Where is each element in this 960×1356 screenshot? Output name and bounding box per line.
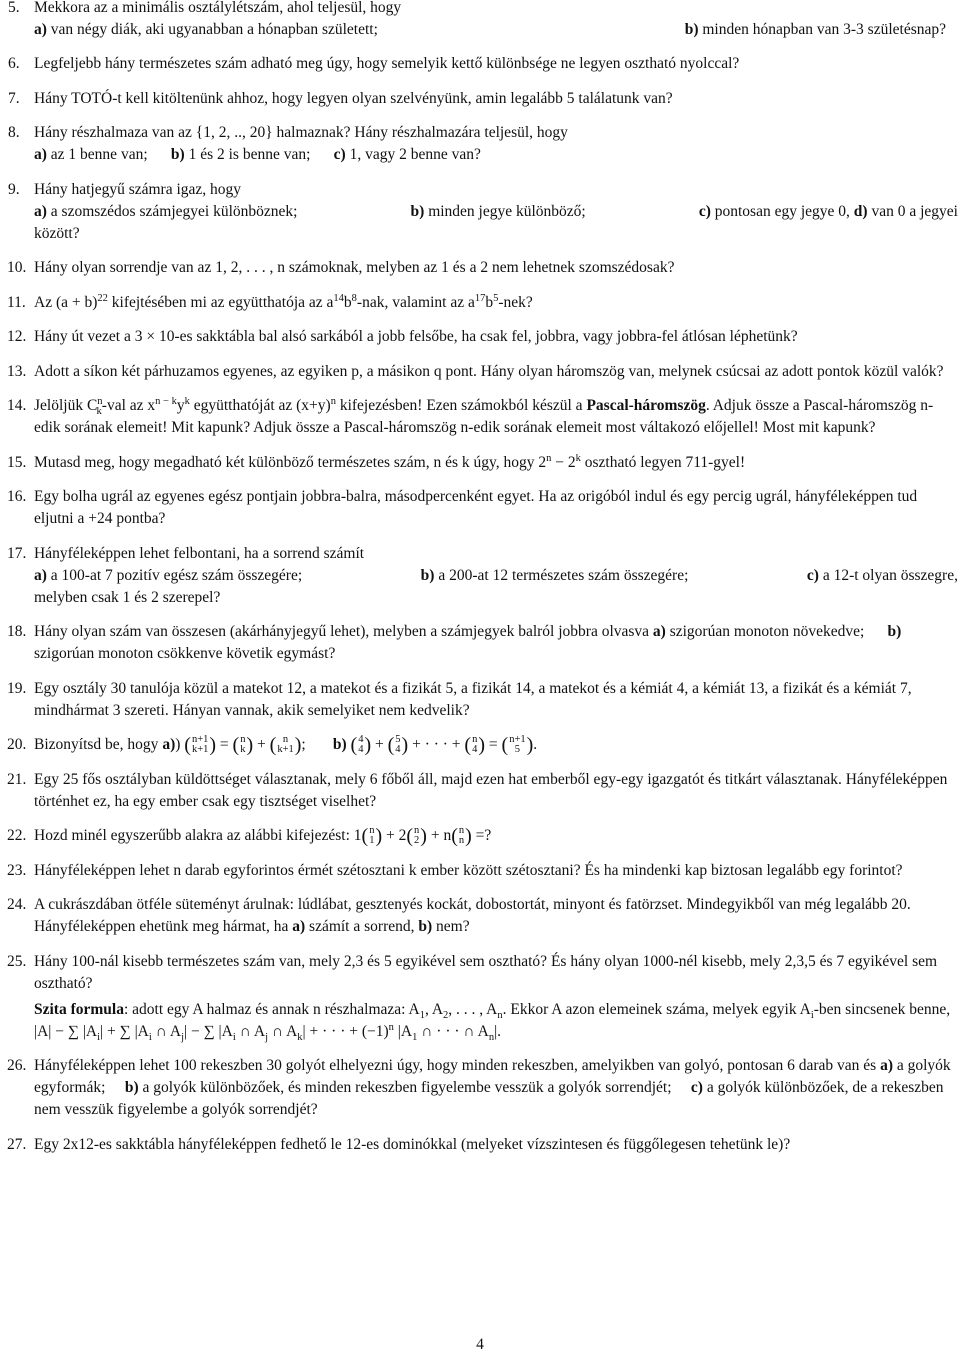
problem-16 bbox=[8, 486, 958, 530]
problem-text: Egy 2x12-es sakktábla hányféleképpen fedhető le 12-es dominókkal (melyeket vízszintesen és függőlegesen tehetünk le)? bbox=[34, 1135, 791, 1153]
problem-text: Hány út vezet a 3 × 10-es sakktábla bal alsó sarkából a jobb felsőbe, ha csak fel, jobbra, vagy jobbra-fel átlósan léphetünk? bbox=[34, 328, 798, 345]
problem-text: Hány TOTÓ-t kell kitöltenünk ahhoz, hogy legyen olyan szelvényünk, amin legalább 5 találatunk van? bbox=[34, 89, 673, 107]
problem-text: Hány részhalmaza van az {1, 2, .., 20} halmaznak? Hány részhalmazára teljesül, hogy bbox=[34, 124, 568, 141]
problem-25 bbox=[8, 951, 958, 1043]
problem-options: a) a 100-at 7 pozitív egész szám összegére; b) a 200-at 12 természetes szám összegére; c) a 12-t olyan összegre, bbox=[34, 566, 958, 584]
problem-number: 8. bbox=[8, 124, 20, 141]
problem-text: Egy bolha ugrál az egyenes egész pontjain jobbra-balra, másodpercenként egyet. Ha az origóból indul és egy percig ugrál, hányféleképpen tud eljutni a +24 pontba? bbox=[34, 488, 918, 527]
problem-text: Jelöljük $C^n_k$-val az $x^{n - k}y^k$ együtthatóját az $(x+y)^n$ kifejezésben! Ezen számokból készül a Pascal-háromszög. Adjuk össze a Pascal-háromszög n-edik sorának elemeit! Mit kapunk? Adjuk össze a Pascal-háromszög n-edik sorának elemeit most váltakozó előjellel! Most mit kapunk? bbox=[34, 395, 934, 436]
page-content bbox=[8, 0, 958, 1168]
problem-text: Bizonyítsd be, hogy a)) ( n+1 k+1 ) = ( n k ) + ( n k+1 ) ; b) ( 4 4 ) + ( 5 4 ) + · · · + ( n 4 ) = ( n+1 5 ) . bbox=[34, 734, 538, 757]
option-b: b) minden hónapban van 3-3 születésnap? bbox=[684, 21, 946, 38]
problem-number: 14. bbox=[7, 397, 27, 414]
problem-text-tail: között? bbox=[34, 224, 80, 242]
problem-21 bbox=[8, 769, 958, 813]
problem-number: 10. bbox=[7, 259, 27, 276]
problem-number: 21. bbox=[7, 770, 27, 788]
problem-26 bbox=[8, 1055, 958, 1121]
page-number: 4 bbox=[476, 1336, 484, 1353]
problem-text: A cukrászdában ötféle süteményt árulnak: lúdlábat, gesztenyés kockát, dobostortát, minyont és fatörzset. Mindegyikből van még legalább 20. Hányféleképpen ehetünk meg hármat, ha a) számít a sorrend, b) nem? bbox=[34, 896, 911, 935]
problem-number: 25. bbox=[7, 952, 27, 970]
problem-number: 11. bbox=[7, 293, 26, 311]
problem-text: Hozd minél egyszerűbb alakra az alábbi kifejezést: 1 ( n 1 ) + 2 ( n 2 ) + n ( n n ) =? bbox=[34, 825, 492, 848]
problem-number: 9. bbox=[8, 180, 20, 198]
problem-text: Hányféleképpen lehet n darab egyforintos érmét szétosztani k ember között szétosztani? És ha mindenki kap biztosan legalább egy forintot? bbox=[34, 861, 903, 879]
problem-options bbox=[34, 19, 958, 41]
problem-text: Hányféleképpen lehet 100 rekeszben 30 golyót elhelyezni úgy, hogy minden rekeszben, amelyikben van golyó, pontosan 6 darab van és a) a golyók egyformák; b) a golyók különbözőek, és minden rekeszben figyelembe vesszük a golyók sorrendjét; c) a golyók különbözőek, de a rekeszben nem vesszük figyelembe a golyók sorrendjét? bbox=[34, 1057, 951, 1118]
problem-23 bbox=[8, 860, 958, 882]
problem-number: 24. bbox=[7, 896, 27, 913]
problem-5 bbox=[8, 0, 958, 41]
problem-text: Az $(a + b)^{22}$ kifejtésében mi az együtthatója az $a^{14}b^8$-nak, valamint az $a^{17}b^5$-nek? bbox=[34, 292, 533, 311]
problem-6 bbox=[8, 53, 958, 75]
problem-text: Hány 100-nál kisebb természetes szám van, mely 2,3 és 5 egyikével sem osztható? És hány olyan 1000-nél kisebb, mely 2,3,5 és 7 egyikével sem osztható? bbox=[34, 952, 938, 992]
problem-text-tail: melyben csak 1 és 2 szerepel? bbox=[34, 588, 221, 606]
problem-27 bbox=[8, 1134, 958, 1156]
problem-text: Hány olyan szám van összesen (akárhányjegyű lehet), melyben a számjegyek balról jobbra olvasva a) szigorúan monoton növekedve; b) szigorúan monoton csökkenve követik egymást? bbox=[34, 623, 902, 662]
problem-options: a) az 1 benne van; b) 1 és 2 is benne van; c) 1, vagy 2 benne van? bbox=[34, 146, 481, 163]
problem-8 bbox=[8, 122, 958, 166]
problem-20 bbox=[8, 734, 958, 756]
problem-number: 19. bbox=[7, 679, 27, 697]
problem-11 bbox=[8, 292, 958, 314]
problem-14 bbox=[8, 395, 958, 439]
problem-number: 13. bbox=[7, 362, 27, 380]
problem-text: Egy 25 fős osztályban küldöttséget választanak, mely 6 főből áll, majd ezen hat emberből egy-egy igazgatót és titkárt választanak. Hányféleképpen történhet ez, ha egy ember csak egy tisztséget viselhet? bbox=[34, 770, 948, 810]
sieve-formula: Szita formula: adott egy A halmaz és annak n részhalmaza: $A_1$, $A_2$, . . . , $A_n$. Ekkor A azon elemeinek száma, melyek egyik $A_i$-ben sincsenek benne, |A| − ∑ $|A_i|$ + ∑ $|A_i$ ∩ $A_j|$ − ∑ $|A_i$ ∩ $A_j$ ∩ $A_k|$ + · · · + $(-1)^n$ $|A_1$ ∩ · · · ∩ $A_n|$. bbox=[34, 1000, 951, 1043]
problem-number: 5. bbox=[8, 0, 20, 16]
problem-text: Hány hatjegyű számra igaz, hogy bbox=[34, 180, 242, 198]
problem-number: 16. bbox=[7, 488, 27, 505]
problem-24 bbox=[8, 894, 958, 938]
problem-12 bbox=[8, 326, 958, 348]
problem-text: Adott a síkon két párhuzamos egyenes, az egyiken p, a másikon q pont. Hány olyan háromszög van, melynek csúcsai az adott pontok közül valók? bbox=[34, 362, 944, 380]
problem-text: Mekkora az a minimális osztálylétszám, ahol teljesül, hogy bbox=[34, 0, 402, 16]
problem-number: 23. bbox=[7, 861, 27, 879]
problem-number: 27. bbox=[7, 1135, 27, 1153]
problem-text: Hányféleképpen lehet felbontani, ha a sorrend számít bbox=[34, 544, 365, 562]
problem-options: a) a szomszédos számjegyei különböznek; b) minden jegye különböző; c) pontosan egy jegye 0, d) van 0 a jegyei bbox=[34, 202, 958, 220]
problem-number: 20. bbox=[7, 736, 27, 753]
problem-19 bbox=[8, 678, 958, 722]
problem-10 bbox=[8, 257, 958, 279]
problem-15 bbox=[8, 452, 958, 474]
problem-17 bbox=[8, 543, 958, 609]
problem-7 bbox=[8, 88, 958, 110]
problem-22 bbox=[8, 825, 958, 847]
problem-text: Legfeljebb hány természetes szám adható meg úgy, hogy semelyik kettő különbsége ne legyen osztható nyolccal? bbox=[34, 55, 740, 72]
option-a: a) van négy diák, aki ugyanabban a hónapban született; bbox=[34, 21, 378, 38]
problem-number: 6. bbox=[8, 55, 20, 72]
problem-number: 12. bbox=[7, 328, 27, 345]
problem-13 bbox=[8, 361, 958, 383]
problem-number: 7. bbox=[8, 89, 20, 107]
problem-number: 17. bbox=[7, 544, 27, 562]
problem-text: Mutasd meg, hogy megadható két különböző természetes szám, n és k úgy, hogy $2^n - 2^k$ osztható legyen 711-gyel! bbox=[34, 452, 746, 471]
problem-text: Egy osztály 30 tanulója közül a matekot 12, a matekot és a fizikát 5, a fizikát 14, a matekot és a kémiát 4, a kémiát 13, a fizikát és a kémiát 7, mindhármat 3 szereti. Hányan vannak, akik semelyiket nem kedvelik? bbox=[34, 679, 912, 719]
problem-number: 18. bbox=[7, 623, 27, 640]
problem-number: 22. bbox=[7, 827, 27, 844]
problem-9 bbox=[8, 179, 958, 245]
problem-number: 26. bbox=[7, 1057, 27, 1074]
problem-text: Hány olyan sorrendje van az 1, 2, . . . , n számoknak, melyben az 1 és a 2 nem lehetnek szomszédosak? bbox=[34, 259, 675, 276]
problem-number: 15. bbox=[7, 453, 27, 471]
problem-18 bbox=[8, 621, 958, 665]
